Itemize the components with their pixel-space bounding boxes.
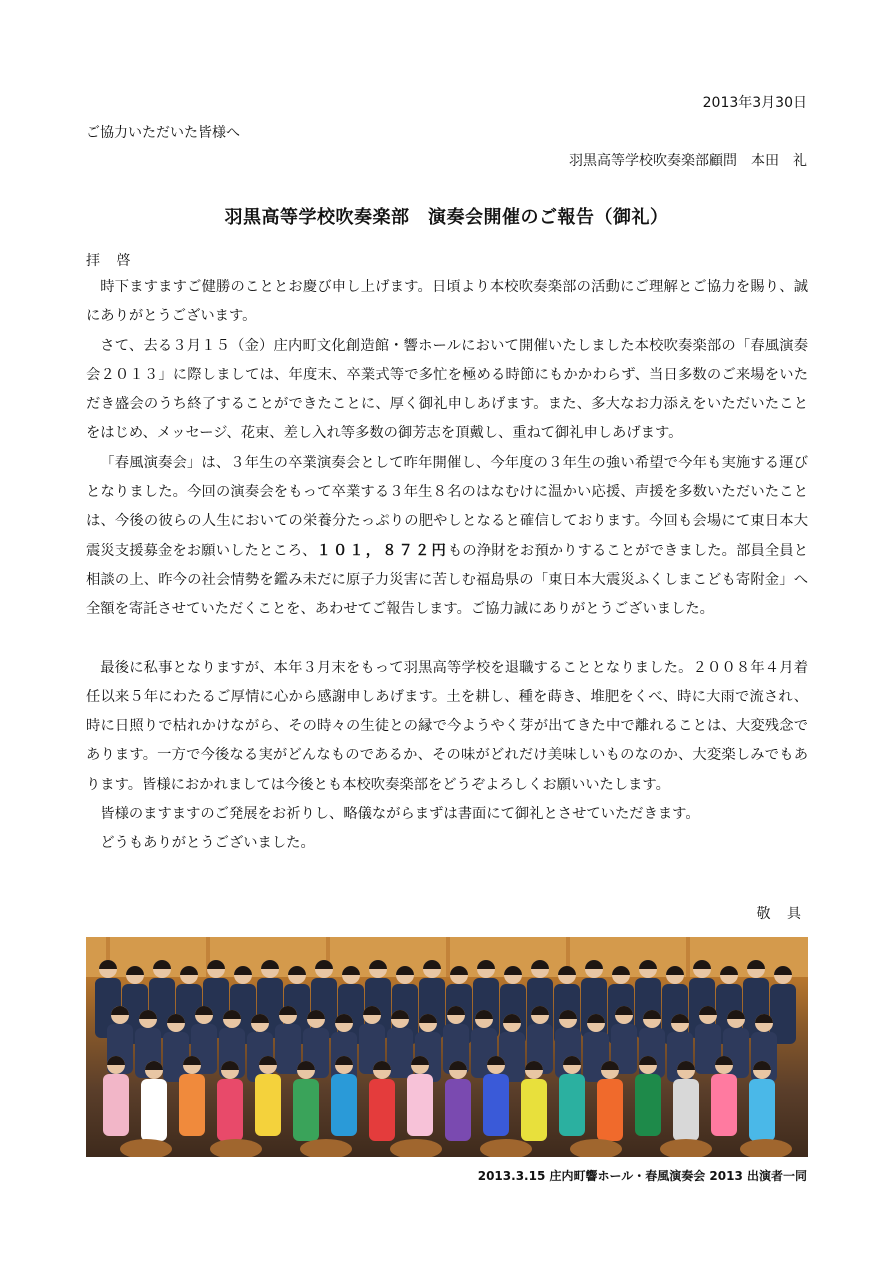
paragraph-retirement: 最後に私事となりますが、本年３月末をもって羽黒高等学校を退職することとなりました。２００８年４月着任以来５年にわたるご厚情に心から感謝申しあげます。土を耕し、種を蒔き、堆肥をくべ、時に大雨で流され、時に日照りで枯れかけながら、その時々の生徒との縁で今ようやく芽が出てきた中で離れることは、大変残念であります。一方で今後なる実がどんなものであるか、その味がどれだけ美味しいものなのか、大変楽しみでもあります。皆様におかれましては今後とも本校吹奏楽部をどうぞよろしくお願いいたします。 [86,659,808,793]
donation-amount: １０１，８７２円 [316,542,448,559]
closing-word: 敬 具 [756,906,807,922]
paragraph-final-thanks: どうもありがとうございました。 [100,835,315,852]
paragraph-greeting: 時下ますますご健勝のこととお慶び申し上げます。日頃より本校吹奏楽部の活動にご理解とご協力を賜り、誠にありがとうございます。 [86,279,808,325]
salutation: 拝 啓 [86,253,137,269]
paragraph-concert [86,449,808,625]
paragraph-thanks: さて、去る３月１５（金）庄内町文化創造館・響ホールにおいて開催いたしました本校吹奏楽部の「春風演奏会２０１３」に際しましては、年度末、卒業式等で多忙を極める時節にもかかわらず、当日多数のご来場をいただき盛会のうち終了することができたことに、厚く御礼申しあげます。また、多大なお力添えをいただいたことをはじめ、メッセージ、花束、差し入れ等多数の御芳志を頂戴し、重ねて御礼申しあげます。 [86,337,808,442]
paragraph-concert-part2: もの浄財をお預かりすることができました。部員全員と相談の上、昨今の社会情勢を鑑み未だに原子力災害に苦しむ福島県の「東日本大震災ふくしまこども寄附金」へ全額を寄託させていただくことを、あわせてご報告します。ご協力誠にありがとうございました。 [86,542,809,618]
photo-caption: 2013.3.15 庄内町響ホール・春風演奏会 2013 出演者一同 [477,1169,807,1183]
letter-date: 2013年3月30日 [702,95,807,111]
letter-body [86,273,808,859]
group-photo-illustration [86,937,808,1157]
recipient-line: ご協力いただいた皆様へ [86,125,240,141]
paragraph-closing-wish: 皆様のますますのご発展をお祈りし、略儀ながらまずは書面にて御礼とさせていただきます。 [100,806,700,823]
paragraph-concert-part1: 「春風演奏会」は、３年生の卒業演奏会として昨年開催し、今年度の３年生の強い希望で今年も実施する運びとなりました。今回の演奏会をもって卒業する３年生８名のはなむけに温かい応援、声援を多数いただいたことは、今後の彼らの人生においての栄養分たっぷりの肥やしとなると確信しております。今回も会場にて東日本大震災支援募金をお願いしたところ、 [86,454,808,559]
document-title: 羽黒高等学校吹奏楽部 演奏会開催のご報告（御礼） [224,207,669,228]
group-photo [86,937,808,1157]
sender-line: 羽黒高等学校吹奏楽部顧問 本田 礼 [569,153,807,169]
